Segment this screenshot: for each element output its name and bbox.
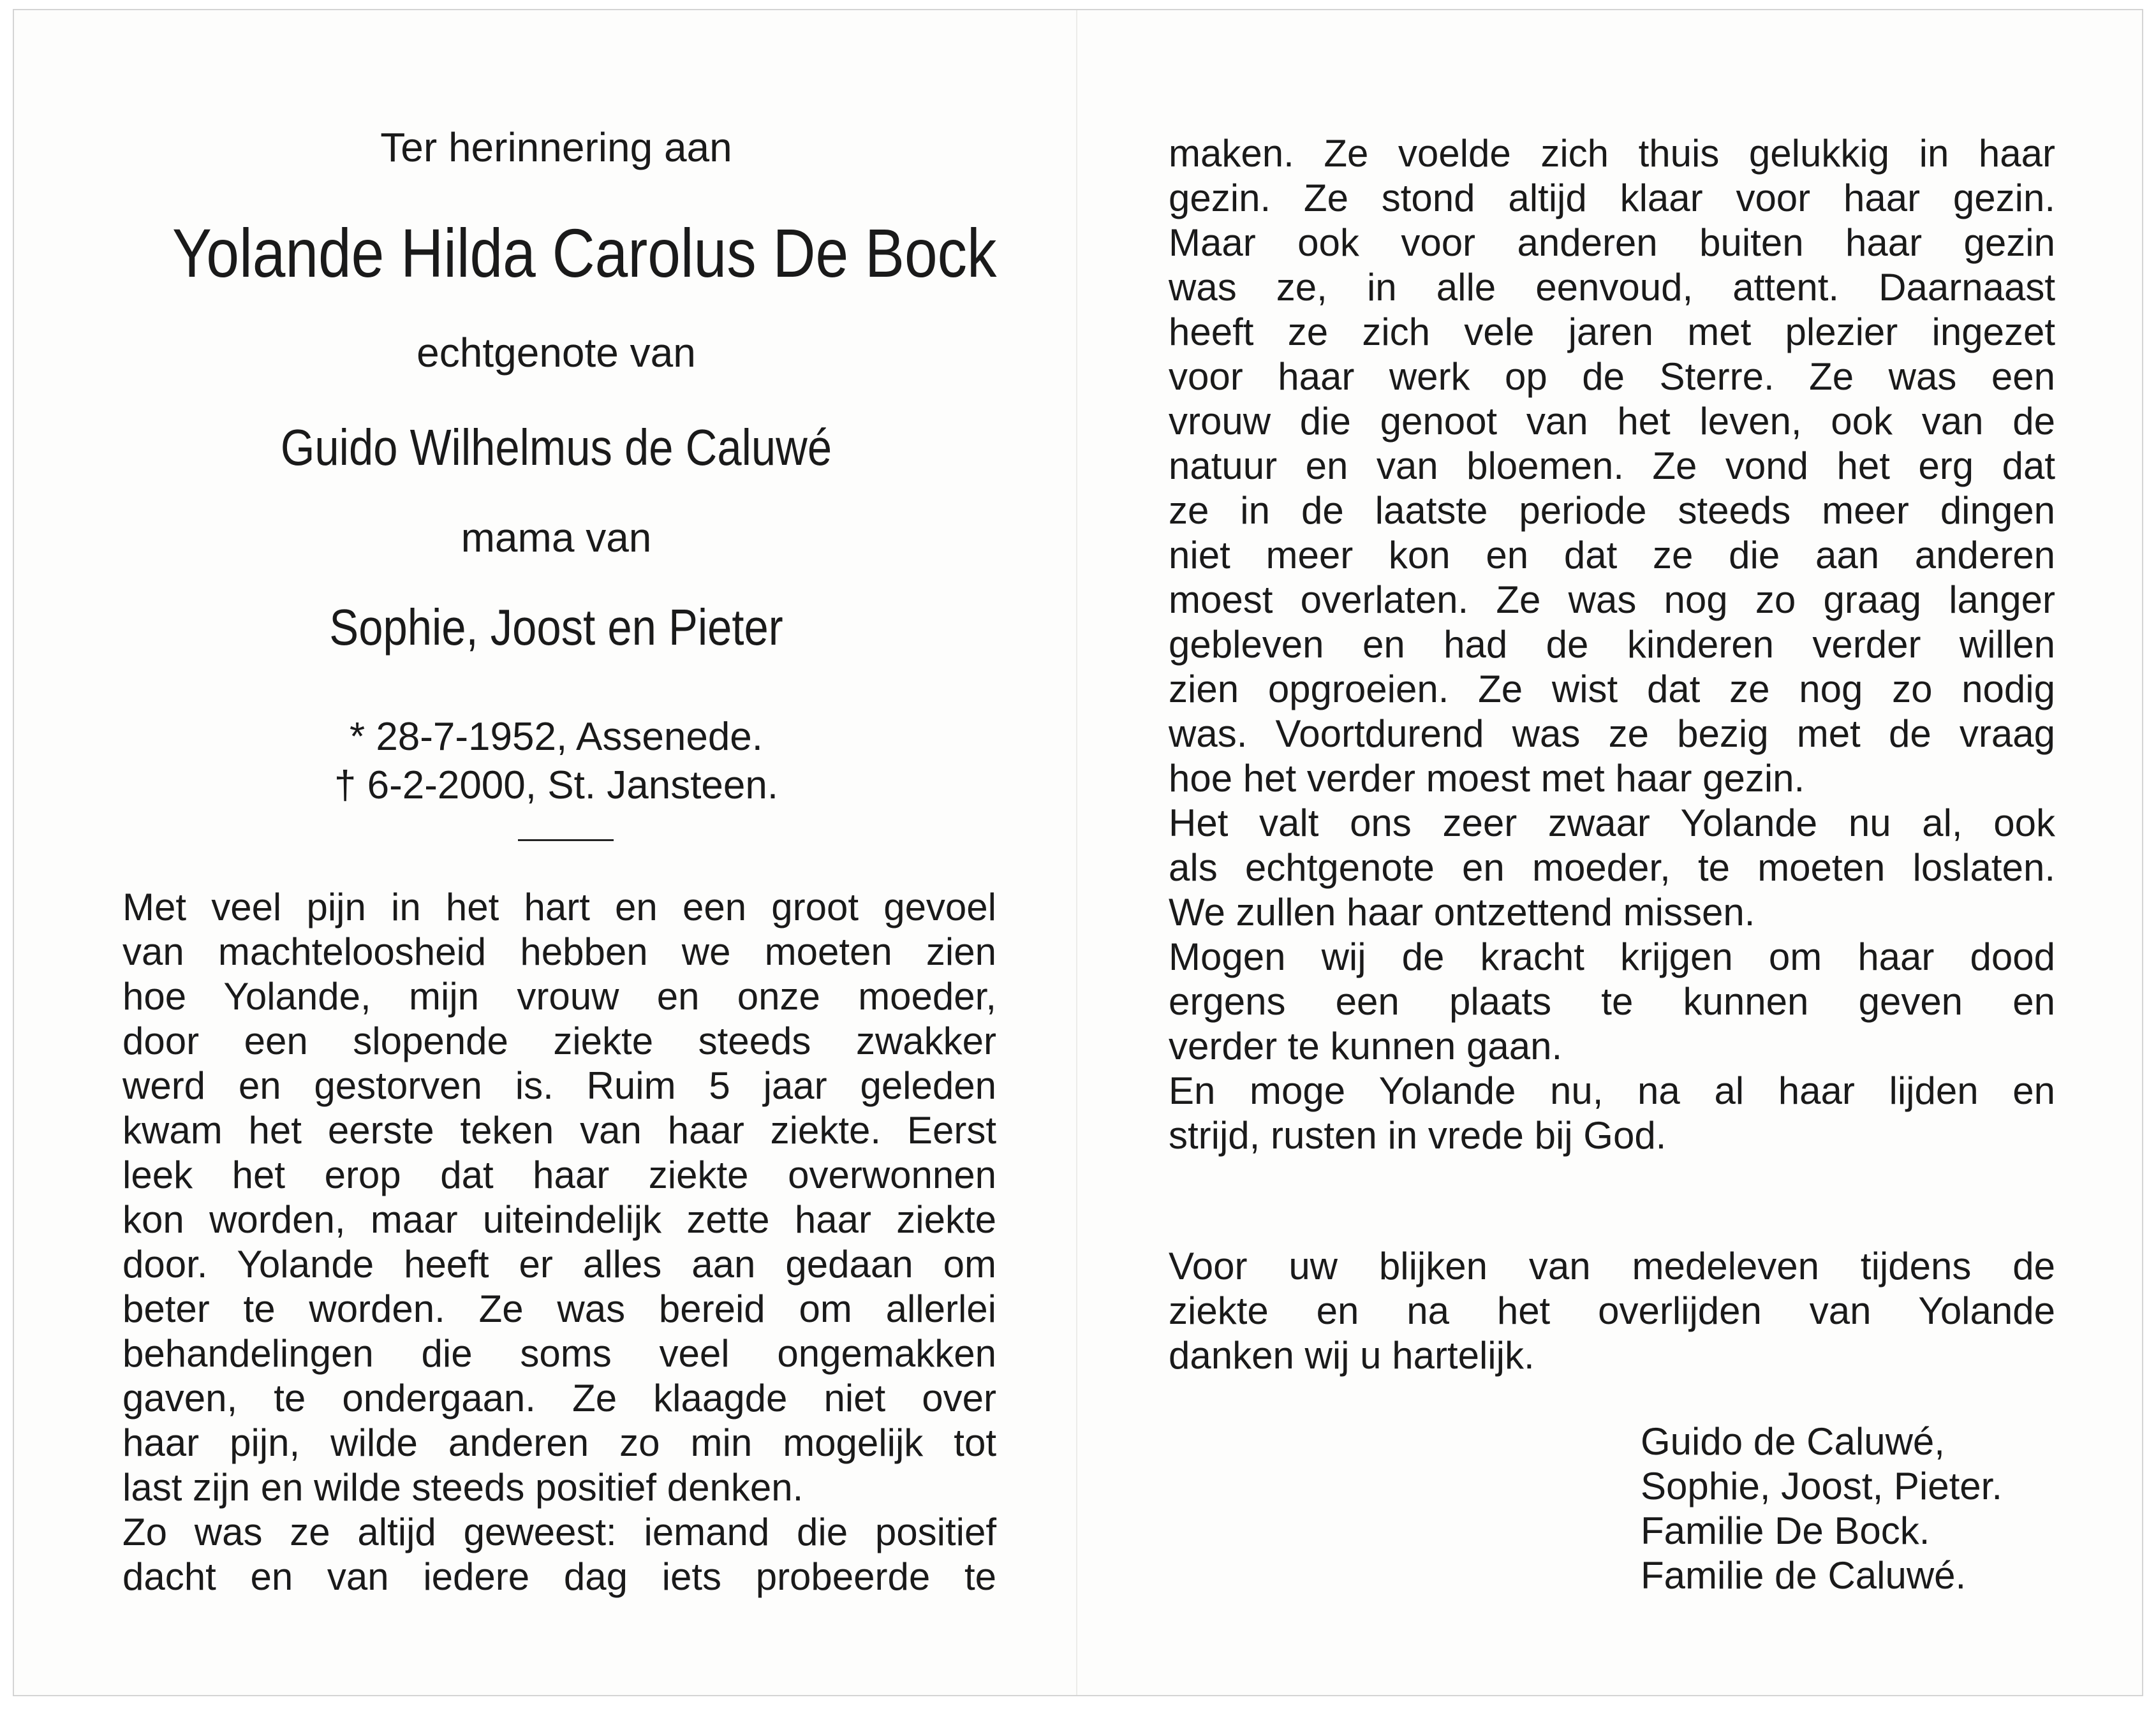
text-line: dacht en van iedere dag iets probeerde te bbox=[122, 1555, 996, 1598]
text-line: danken wij u hartelijk. bbox=[1169, 1334, 1535, 1377]
memorial-card bbox=[13, 9, 2143, 1696]
text-line: hoe Yolande, mijn vrouw en onze moeder, bbox=[122, 975, 996, 1018]
text-line: kwam het eerste teken van haar ziekte. Eerst bbox=[122, 1109, 996, 1152]
text-line: ze in de laatste periode steeds meer dingen bbox=[1169, 489, 2055, 532]
text-line: was ze, in alle eenvoud, attent. Daarnaast bbox=[1169, 266, 2055, 309]
text-line: We zullen haar ontzettend missen. bbox=[1169, 891, 1755, 934]
signature-line: Familie De Bock. bbox=[1641, 1509, 1930, 1552]
text-line: door. Yolande heeft er alles aan gedaan om bbox=[122, 1243, 996, 1286]
text-line: last zijn en wilde steeds positief denken. bbox=[122, 1466, 804, 1509]
text-line: als echtgenote en moeder, te moeten loslaten. bbox=[1169, 846, 2055, 889]
text-line: Maar ook voor anderen buiten haar gezin bbox=[1169, 221, 2055, 264]
birth-date: * 28-7-1952, Assenede. bbox=[349, 715, 764, 759]
text-line: Voor uw blijken van medeleven tijdens de bbox=[1169, 1245, 2055, 1287]
text-line: behandelingen die soms veel ongemakken bbox=[122, 1332, 996, 1375]
text-line: Met veel pijn in het hart en een groot gevoel bbox=[122, 886, 996, 928]
text-line: door een slopende ziekte steeds zwakker bbox=[122, 1020, 996, 1062]
text-line: hoe het verder moest met haar gezin. bbox=[1169, 757, 1805, 800]
spouse-name: Guido Wilhelmus de Caluwé bbox=[280, 419, 832, 476]
text-line: van machteloosheid hebben we moeten zien bbox=[122, 930, 996, 973]
divider-line bbox=[518, 839, 614, 841]
text-line: natuur en van bloemen. Ze vond het erg dat bbox=[1169, 444, 2055, 487]
text-line: ziekte en na het overlijden van Yolande bbox=[1169, 1289, 2055, 1332]
deceased-name: Yolande Hilda Carolus De Bock bbox=[172, 214, 997, 291]
text-line: beter te worden. Ze was bereid om allerlei bbox=[122, 1287, 996, 1330]
text-line: strijd, rusten in vrede bij God. bbox=[1169, 1114, 1667, 1157]
text-line: leek het erop dat haar ziekte overwonnen bbox=[122, 1154, 996, 1196]
text-line: verder te kunnen gaan. bbox=[1169, 1025, 1563, 1067]
memorial-text-right bbox=[1169, 131, 2055, 1158]
signatures bbox=[1641, 1419, 2002, 1598]
children-intro: mama van bbox=[461, 515, 652, 561]
text-line: heeft ze zich vele jaren met plezier ingezet bbox=[1169, 311, 2055, 353]
text-line: was. Voortdurend was ze bezig met de vraag bbox=[1169, 712, 2055, 755]
text-line: kon worden, maar uiteindelijk zette haar ziekte bbox=[122, 1198, 996, 1241]
text-line: werd en gestorven is. Ruim 5 jaar geleden bbox=[122, 1064, 996, 1107]
text-line: Mogen wij de kracht krijgen om haar dood bbox=[1169, 935, 2055, 978]
signature-line: Familie de Caluwé. bbox=[1641, 1554, 1967, 1597]
death-date: † 6-2-2000, St. Jansteen. bbox=[334, 763, 779, 807]
signature-line: Guido de Caluwé, bbox=[1641, 1420, 1945, 1463]
spouse-intro: echtgenote van bbox=[417, 330, 696, 376]
text-line: niet meer kon en dat ze die aan anderen bbox=[1169, 534, 2055, 576]
text-line: gaven, te ondergaan. Ze klaagde niet over bbox=[122, 1377, 996, 1419]
text-line: Het valt ons zeer zwaar Yolande nu al, ook bbox=[1169, 802, 2055, 844]
text-line: voor haar werk op de Sterre. Ze was een bbox=[1169, 355, 2055, 398]
thanks-text bbox=[1169, 1244, 2055, 1378]
children-names: Sophie, Joost en Pieter bbox=[329, 599, 783, 656]
text-line: maken. Ze voelde zich thuis gelukkig in haar bbox=[1169, 132, 2055, 175]
text-line: Zo was ze altijd geweest: iemand die positief bbox=[122, 1511, 996, 1553]
signature-line: Sophie, Joost, Pieter. bbox=[1641, 1465, 2003, 1507]
card-fold-line bbox=[1076, 10, 1077, 1695]
text-line: En moge Yolande nu, na al haar lijden en bbox=[1169, 1069, 2055, 1112]
text-line: vrouw die genoot van het leven, ook van de bbox=[1169, 400, 2055, 443]
text-line: zien opgroeien. Ze wist dat ze nog zo nodig bbox=[1169, 668, 2055, 710]
text-line: haar pijn, wilde anderen zo min mogelijk tot bbox=[122, 1421, 996, 1464]
text-line: gezin. Ze stond altijd klaar voor haar gezin. bbox=[1169, 177, 2055, 219]
text-line: ergens een plaats te kunnen geven en bbox=[1169, 980, 2055, 1023]
text-line: gebleven en had de kinderen verder willen bbox=[1169, 623, 2055, 666]
memorial-text-left bbox=[122, 885, 996, 1599]
text-line: moest overlaten. Ze was nog zo graag langer bbox=[1169, 578, 2055, 621]
remembrance-intro: Ter herinnering aan bbox=[380, 124, 732, 170]
